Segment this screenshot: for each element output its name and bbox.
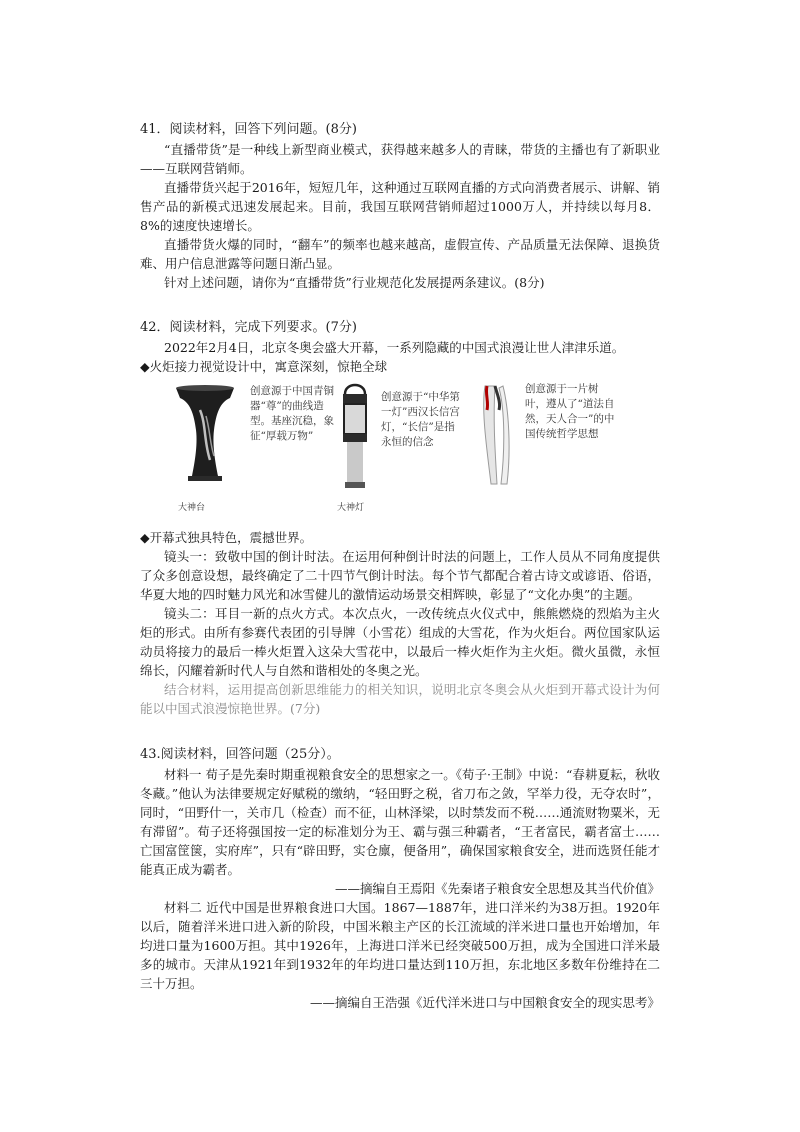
q41-paragraph: 直播带货火爆的同时，“翻车”的频率也越来越高，虚假宣传、产品质量无法保障、退换货难、用户信息泄露等问题日渐凸显。 (140, 237, 660, 271)
torch-image (475, 380, 515, 490)
question-41 (140, 120, 660, 292)
question-43 (140, 745, 660, 1012)
figure-label: 大神台 (178, 503, 206, 513)
figure-caption: 创意源于中国青铜器“尊”的曲线造型。基座沉稳，象征“厚载万物” (250, 385, 334, 442)
figure-label: 大神灯 (337, 503, 365, 513)
q42-prompt: 结合材料，运用提高创新思维能力的相关知识，说明北京冬奥会从火炬到开幕式设计为何能以中国式浪漫惊艳世界。(7分) (140, 682, 660, 716)
q41-prompt: 针对上述问题，请你为“直播带货”行业规范化发展提两条建议。(8分) (164, 275, 545, 290)
torch-figures (140, 380, 660, 520)
cauldron-image (170, 380, 240, 490)
question-43-title: 43.阅读材料，回答问题（25分）。 (140, 747, 340, 762)
question-42 (140, 318, 660, 718)
q41-paragraph: “直播带货”是一种线上新型商业模式，获得越来越多人的青睐，带货的主播也有了新职业——互联网营销师。 (140, 142, 660, 176)
q41-paragraph: 直播带货兴起于2016年，短短几年，这种通过互联网直播的方式向消费者展示、讲解、销售产品的新模式迅速发展起来。目前，我国互联网营销师超过1000万人，并持续以每月8．8%的速度快速增长。 (140, 180, 660, 233)
q43-material-two: 材料二 近代中国是世界粮食进口大国。1867—1887年，进口洋米约为38万担。1920年以后，随着洋米进口进入新的阶段，中国米粮主产区的长江流域的洋米进口量也开始增加，年均进口量为1600万担。其中1926年，上海进口洋米已经突破500万担，成为全国进口洋米最多的城市。天津从1921年到1932年的年均进口量达到110万担，东北地区多数年份维持在二三十万担。 (140, 900, 660, 991)
q43-material-one: 材料一 荀子是先秦时期重视粮食安全的思想家之一。《荀子·王制》中说：“春耕夏耘，秋收冬藏。”他认为法律要规定好赋税的缴纳，“轻田野之税，省刀布之敛，罕举力役，无夺农时”，同时，“田野什一，关市几（检查）而不征，山林泽梁，以时禁发而不税……通流财物粟米，无有滞留”。荀子还将强国按一定的标准划分为王、霸与强三种霸者，“王者富民，霸者富士……亡国富筐箧，实府库”，只有“辟田野，实仓廪，便备用”，确保国家粮食安全，进而选贤任能才能真正成为霸者。 (140, 767, 660, 877)
question-41-title: 41．阅读材料，回答下列问题。(8分) (140, 122, 357, 137)
q43-source-one: ——摘编自王焉阳《先秦诸子粮食安全思想及其当代价值》 (334, 881, 660, 896)
lantern-image (335, 380, 375, 495)
q43-source-two: ——摘编自王浩强《近代洋米进口与中国粮食安全的现实思考》 (309, 995, 660, 1010)
q42-bullet-torch: ◆火炬接力视觉设计中，寓意深刻，惊艳全球 (140, 359, 388, 374)
q42-bullet-ceremony: ◆开幕式独具特色，震撼世界。 (140, 530, 313, 545)
question-42-title: 42．阅读材料，完成下列要求。(7分) (140, 320, 357, 335)
q42-shot-two: 镜头二：耳目一新的点火方式。本次点火，一改传统点火仪式中，熊熊燃烧的烈焰为主火炬的形式。由所有参赛代表团的引导牌（小雪花）组成的大雪花，作为火炬台。两位国家队运动员将接力的最后一棒火炬置入这朵大雪花中，以最后一棒火炬作为主火炬。微火虽微，永恒绵长，闪耀着新时代人与自然和谐相处的冬奥之光。 (140, 606, 660, 678)
q42-intro: 2022年2月4日，北京冬奥会盛大开幕，一系列隐藏的中国式浪漫让世人津津乐道。 (164, 340, 625, 355)
figure-caption: 创意源于一片树叶，遵从了“道法自然，天人合一”的中国传统哲学思想 (525, 383, 615, 440)
figure-torch (475, 380, 665, 494)
figure-caption: 创意源于“中华第一灯”西汉长信宫灯，“长信”是指永恒的信念 (381, 391, 460, 448)
q42-shot-one: 镜头一：致敬中国的倒计时法。在运用何种倒计时法的问题上，工作人员从不同角度提供了众多创意设想，最终确定了二十四节气倒计时法。每个节气都配合着古诗文或谚语、俗语，华夏大地的四时魅力风光和冰雪健儿的激情运动场景交相辉映，彰显了“文化办奥”的主题。 (140, 549, 660, 602)
figure-lantern (335, 380, 475, 513)
